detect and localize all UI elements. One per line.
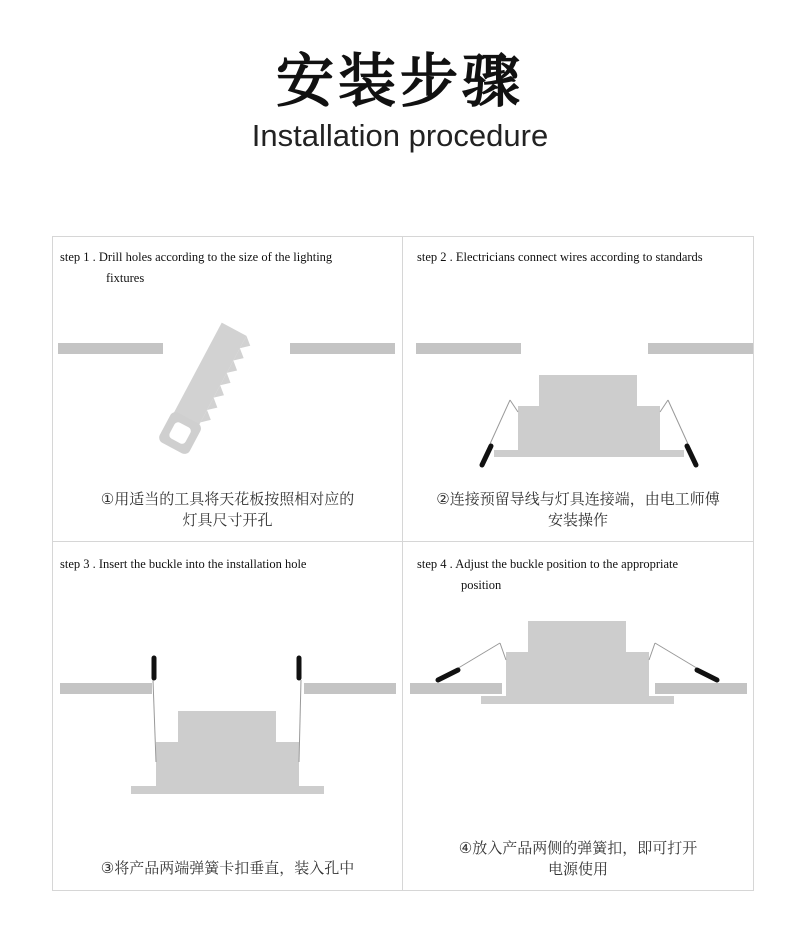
step-4-caption-line1: ④放入产品两侧的弹簧扣，即可打开 [458, 839, 698, 857]
fixture-body [156, 742, 299, 786]
step-1-caption-line2: 灯具尺寸开孔 [182, 511, 273, 529]
ceiling-left [60, 683, 152, 694]
fixture-trim [494, 450, 684, 457]
page-title: 安装步骤 [275, 47, 524, 115]
spring-right [697, 670, 717, 680]
fixture-top [528, 621, 626, 652]
ceiling-right [655, 683, 747, 694]
step-4-caption [404, 838, 752, 880]
ceiling-left [416, 343, 521, 354]
fixture-trim [131, 786, 324, 794]
step-1-caption-line1: ①用适当的工具将天花板按照相对应的 [100, 490, 355, 508]
fixture-body [506, 652, 649, 696]
step-2-caption-line1: ②连接预留导线与灯具连接端，由电工师傅 [436, 490, 720, 508]
step-4-illustration [410, 621, 747, 704]
step-4-prefix: step 4 . [417, 557, 456, 571]
step-2-caption-line2: 安装操作 [547, 511, 608, 529]
fixture-trim [481, 696, 674, 704]
step-1-line1: Drill holes according to the size of the lighting [98, 250, 333, 264]
ceiling-right [648, 343, 753, 354]
step-2-caption [404, 489, 752, 531]
fixture-top [178, 711, 276, 742]
ceiling-left [410, 683, 502, 694]
saw-icon [157, 322, 253, 458]
step-2-line1: Electricians connect wires according to standards [455, 250, 703, 264]
step-2-prefix: step 2 . [417, 250, 456, 264]
ceiling-right [290, 343, 395, 354]
step-3-line1: Insert the buckle into the installation hole [98, 557, 307, 571]
spring-left [438, 670, 458, 680]
step-3-caption [55, 858, 400, 879]
step-4-line2: position [461, 578, 502, 592]
ceiling-left [58, 343, 163, 354]
step-1-caption [55, 489, 400, 531]
step-3-prefix: step 3 . [60, 557, 99, 571]
step-1-prefix: step 1 . [60, 250, 99, 264]
step-3-caption-line1: ③将产品两端弹簧卡扣垂直，装入孔中 [100, 859, 355, 877]
step-4-caption-line2: 电源使用 [547, 860, 608, 878]
ceiling-right [304, 683, 396, 694]
spring-right [687, 446, 696, 465]
spring-left [482, 446, 491, 465]
step-1-line2: fixtures [106, 271, 145, 285]
page-subtitle: Installation procedure [251, 118, 549, 153]
fixture-top [539, 375, 637, 406]
step-1-illustration [58, 322, 395, 458]
step-2-illustration [416, 343, 753, 465]
fixture-body [518, 406, 660, 450]
step-3-illustration [60, 658, 396, 794]
step-4-line1: Adjust the buckle position to the appropriate [455, 557, 679, 571]
